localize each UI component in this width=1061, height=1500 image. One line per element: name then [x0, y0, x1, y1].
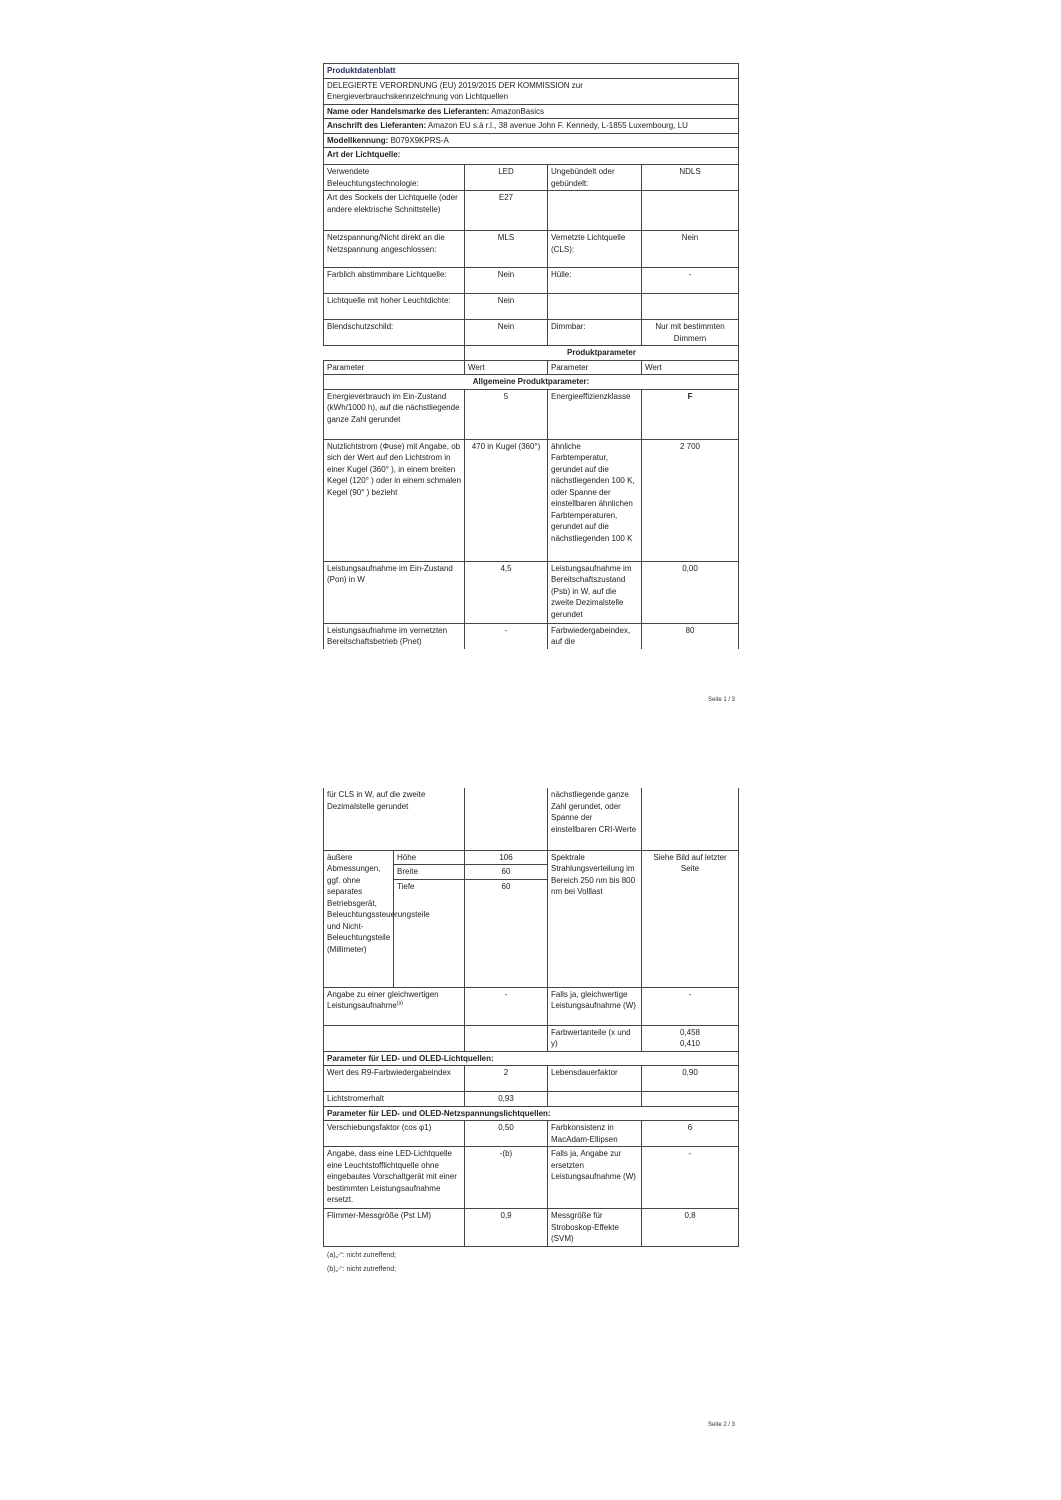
empty-cell [642, 1092, 739, 1107]
type-heading: Art der Lichtquelle: [324, 148, 739, 165]
empty-cell [548, 294, 642, 320]
led-mains-heading: Parameter für LED- und OLED-Netzspannungslichtquellen: [324, 1106, 739, 1121]
depth-label: Tiefe [394, 879, 465, 987]
cont-left: für CLS in W, auf die zweite Dezimalstelle gerundet [324, 788, 465, 850]
eec-label: Energieeffizienzklasse [548, 389, 642, 439]
survival-value: 0,90 [642, 1066, 739, 1092]
energy-label: Energieverbrauch im Ein-Zustand (kWh/1000 h), auf die nächstliegende ganze Zahl gerundet [324, 389, 465, 439]
model-label: Modellkennung: [327, 135, 389, 145]
energy-value: 5 [465, 389, 548, 439]
tech-value: LED [465, 165, 548, 191]
model-row [324, 133, 739, 148]
col-value: Wert [465, 360, 548, 375]
col-value: Wert [642, 360, 739, 375]
strobe-label: Messgröße für Stroboskop-Effekte (SVM) [548, 1209, 642, 1247]
empty-cell [642, 788, 739, 850]
strobe-value: 0,8 [642, 1209, 739, 1247]
replace-label: Angabe, dass eine LED-Lichtquelle eine Leuchtstofflichtquelle ohne eingebautes Vorschaltgerät mit einer bestimmten Leistungsaufnahme ersetzt. [324, 1147, 465, 1209]
cont-right: nächstliegende ganze Zahl gerundet, oder Spanne der einstellbaren CRI-Werte [548, 788, 642, 850]
empty-cell [642, 191, 739, 231]
replace-yes-label: Falls ja, Angabe zur ersetzten Leistungsaufnahme (W) [548, 1147, 642, 1209]
general-params-heading: Allgemeine Produktparameter: [324, 375, 739, 390]
empty-cell [642, 294, 739, 320]
led-heading: Parameter für LED- und OLED-Lichtquellen: [324, 1051, 739, 1066]
empty-cell [465, 788, 548, 850]
eec-value: F [642, 389, 739, 439]
page-title: Produktdatenblatt [324, 64, 739, 79]
page-2-table [323, 788, 739, 1247]
tunable-label: Farblich abstimmbare Lichtquelle: [324, 268, 465, 294]
width-label: Breite [394, 865, 465, 880]
empty-cell [548, 1092, 642, 1107]
r9-label: Wert des R9-Farbwiedergabeindex [324, 1066, 465, 1092]
empty-cell [324, 346, 465, 361]
supplier-address-value: Amazon EU s.à r.l., 38 avenue John F. Kennedy, L-1855 Luxembourg, LU [427, 121, 688, 130]
envelope-value: - [642, 268, 739, 294]
power-on-label: Leistungsaufnahme im Ein-Zustand (Pon) in W [324, 561, 465, 623]
standby-label: Leistungsaufnahme im Bereitschaftszustand (Psb) in W, auf die zweite Dezimalstelle gerundet [548, 561, 642, 623]
net-standby-label: Leistungsaufnahme im vernetzten Bereitschaftsbetrieb (Pnet) [324, 623, 465, 649]
empty-cell [548, 191, 642, 231]
supplier-address-row [324, 119, 739, 134]
socket-value: E27 [465, 191, 548, 231]
bundled-value: NDLS [642, 165, 739, 191]
survival-label: Lebensdauerfaktor [548, 1066, 642, 1092]
r9-value: 2 [465, 1066, 548, 1092]
footnote-a: (a)„-“: nicht zutreffend; [327, 1252, 397, 1259]
bundled-label: Ungebündelt oder gebündelt: [548, 165, 642, 191]
flicker-value: 0,9 [465, 1209, 548, 1247]
supplier-name-label: Name oder Handelsmarke des Lieferanten: [327, 106, 490, 116]
regulation-text [324, 78, 739, 104]
antiglare-value: Nein [465, 320, 548, 346]
chroma-y: 0,410 [679, 1039, 701, 1048]
product-params-heading: Produktparameter [465, 346, 739, 361]
chroma-x: 0,458 [679, 1027, 701, 1037]
page-1-sheet [323, 63, 738, 649]
col-param: Parameter [324, 360, 465, 375]
highlum-label: Lichtquelle mit hoher Leuchtdichte: [324, 294, 465, 320]
dims-label: äußere Abmessungen, ggf. ohne separates Betriebsgerät, Beleuchtungssteuerungsteile und Nicht-Beleuchtungsteile (Millimeter) [324, 850, 394, 987]
dimmable-label: Dimmbar: [548, 320, 642, 346]
highlum-value: Nein [465, 294, 548, 320]
cri-value: 80 [642, 623, 739, 649]
supplier-name-value: AmazonBasics [491, 106, 544, 116]
flicker-label: Flimmer-Messgröße (Pst LM) [324, 1209, 465, 1247]
footnote-ref-a: (a) [396, 1000, 403, 1007]
envelope-label: Hülle: [548, 268, 642, 294]
empty-cell [324, 1025, 465, 1051]
spectral-value: Siehe Bild auf letzter Seite [642, 850, 739, 987]
consist-label: Farbkonsistenz in MacAdam-Ellipsen [548, 1121, 642, 1147]
footnote-b: (b)„-“: nicht zutreffend; [327, 1266, 397, 1273]
flux-label: Nutzlichtstrom (Φuse) mit Angabe, ob sich der Wert auf den Lichtstrom in einer Kugel (360° ), in einem breiten Kegel (120° ) oder in einem schmalen Kegel (90° ) bezieht [324, 439, 465, 561]
page-1-table [323, 63, 739, 649]
net-standby-value: - [465, 623, 548, 649]
cri-label: Farbwiedergabeindex, auf die [548, 623, 642, 649]
equiv-label [324, 987, 465, 1025]
page-2-sheet [323, 788, 738, 1247]
maint-label: Lichtstromerhalt [324, 1092, 465, 1107]
spectral-label: Spektrale Strahlungsverteilung im Bereich 250 nm bis 800 nm bei Volllast [548, 850, 642, 987]
page-number-2: Seite 2 / 3 [708, 1422, 736, 1428]
equiv-value: - [465, 987, 548, 1025]
equiv-label-text: Angabe zu einer gleichwertigen Leistungsaufnahme [327, 989, 439, 1010]
mains-value: MLS [465, 231, 548, 268]
supplier-address-label: Anschrift des Lieferanten: [327, 121, 427, 130]
cct-label: ähnliche Farbtemperatur, gerundet auf die nächstliegenden 100 K, oder Spanne der einstellbaren ähnlichen Farbtemperaturen, gerundet auf die nächstliegenden 100 K [548, 439, 642, 561]
page-number-1: Seite 1 / 3 [708, 697, 736, 703]
regulation-line-2: Energieverbrauchskennzeichnung von Lichtquellen [327, 92, 509, 101]
ifyes-label: Falls ja, gleichwertige Leistungsaufnahme (W) [548, 987, 642, 1025]
maint-value: 0,93 [465, 1092, 548, 1107]
dimmable-value: Nur mit bestimmten Dimmern [642, 320, 739, 346]
flux-value: 470 in Kugel (360°) [465, 439, 548, 561]
cls-value: Nein [642, 231, 739, 268]
antiglare-label: Blendschutzschild: [324, 320, 465, 346]
cct-value: 2 700 [642, 439, 739, 561]
standby-value: 0,00 [642, 561, 739, 623]
disp-label: Verschiebungsfaktor (cos φ1) [324, 1121, 465, 1147]
model-value: B079X9KPRS-A [390, 135, 449, 145]
consist-value: 6 [642, 1121, 739, 1147]
col-param: Parameter [548, 360, 642, 375]
regulation-line-1: DELEGIERTE VERORDNUNG (EU) 2019/2015 DER KOMMISSION zur [327, 80, 583, 90]
replace-yes-value: - [642, 1147, 739, 1209]
tech-label: Verwendete Beleuchtungstechnologie: [324, 165, 465, 191]
tunable-value: Nein [465, 268, 548, 294]
height-label: Höhe [394, 850, 465, 865]
disp-value: 0,50 [465, 1121, 548, 1147]
depth-value: 60 [465, 879, 548, 987]
power-on-value: 4,5 [465, 561, 548, 623]
socket-label: Art des Sockels der Lichtquelle (oder andere elektrische Schnittstelle) [324, 191, 465, 231]
cls-label: Vernetzte Lichtquelle (CLS): [548, 231, 642, 268]
replace-value: -(b) [465, 1147, 548, 1209]
chroma-label: Farbwertanteile (x und y) [548, 1025, 642, 1051]
empty-cell [465, 1025, 548, 1051]
ifyes-value: - [642, 987, 739, 1025]
supplier-name-row [324, 104, 739, 119]
chroma-values [642, 1025, 739, 1051]
height-value: 106 [465, 850, 548, 865]
width-value: 60 [465, 865, 548, 880]
mains-label: Netzspannung/Nicht direkt an die Netzspannung angeschlossen: [324, 231, 465, 268]
